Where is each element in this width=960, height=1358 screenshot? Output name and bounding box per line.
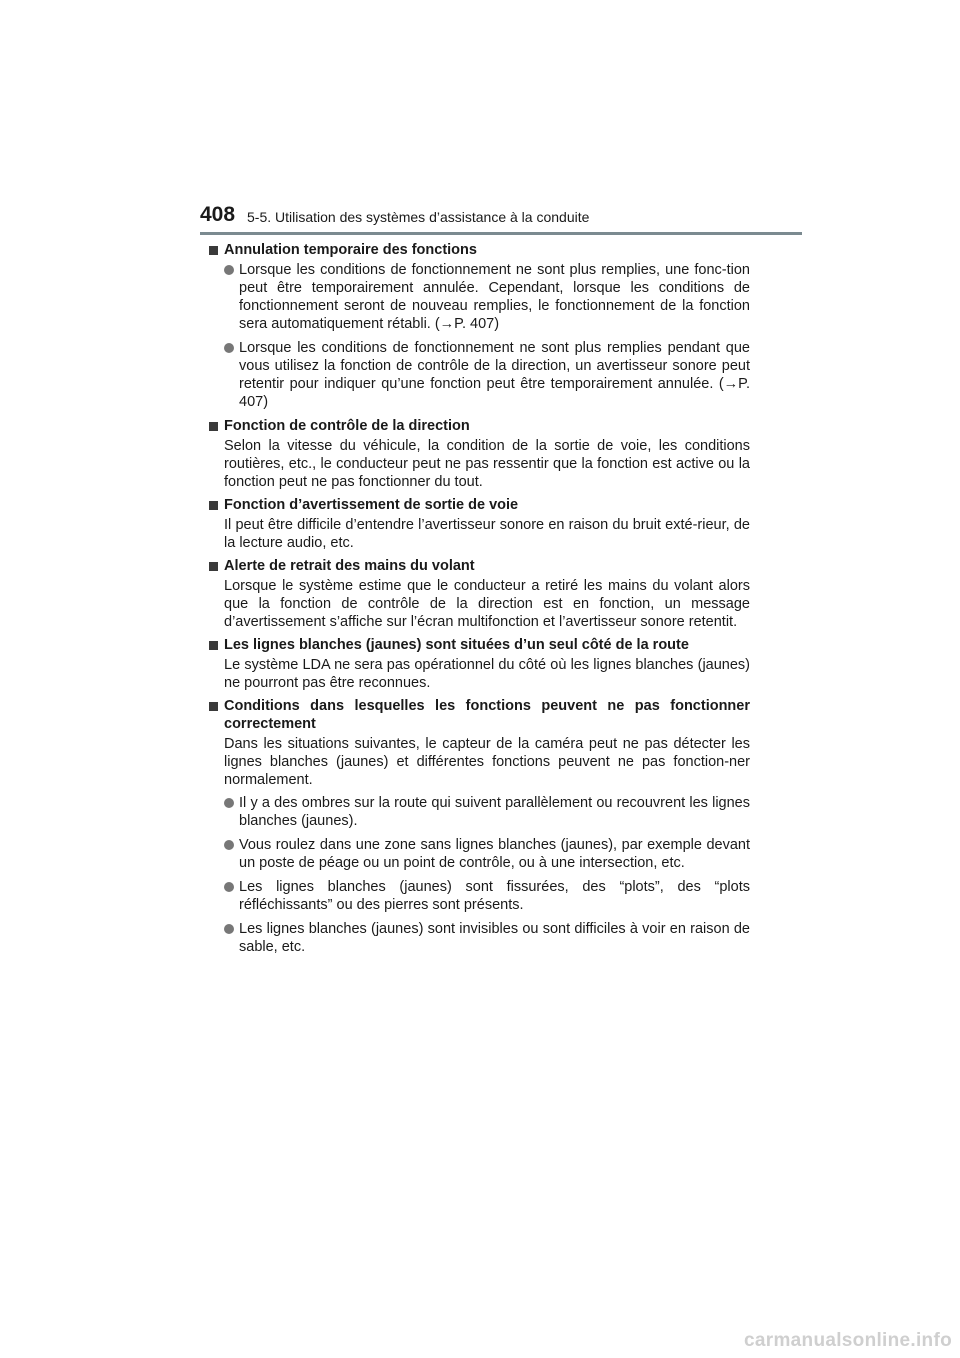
section-heading	[209, 417, 750, 435]
circle-bullet-icon	[224, 840, 234, 850]
circle-bullet-icon	[224, 882, 234, 892]
list-item	[224, 261, 750, 333]
list-item-text: Lorsque les conditions de fonctionnement ne sont plus remplies, une fonc-tion peut être temporairement annulée. Cependant, lorsque les conditions de fonctionnement seront de nouveau remplies, le fonctionnement de la fonction sera automatiquement rétabli. (→P. 407)	[239, 262, 750, 332]
section-hands-off-alert	[209, 557, 750, 631]
square-bullet-icon	[209, 562, 218, 571]
circle-bullet-icon	[224, 798, 234, 808]
section-paragraph: Il peut être difficile d’entendre l’avertisseur sonore en raison du bruit exté-rieur, de la lecture audio, etc.	[224, 517, 750, 551]
list-item-text: Il y a des ombres sur la route qui suivent parallèlement ou recouvrent les lignes blanches (jaunes).	[239, 795, 750, 829]
section-paragraph: Selon la vitesse du véhicule, la condition de la sortie de voie, les conditions routières, etc., le conducteur peut ne pas ressentir que la fonction est active ou la fonction peut ne pas fonctionner du tout.	[224, 438, 750, 490]
section-title: 5-5. Utilisation des systèmes d’assistance à la conduite	[247, 209, 590, 225]
section-one-side-lines	[209, 636, 750, 692]
section-paragraph: Lorsque le système estime que le conducteur a retiré les mains du volant alors que la fonction de contrôle de la direction est en fonction, un message d’avertissement s’affiche sur l’écran multifonction et l’avertisseur sonore retentit.	[224, 578, 750, 630]
square-bullet-icon	[209, 702, 218, 711]
page-header	[200, 203, 802, 237]
section-heading-text: Fonction de contrôle de la direction	[224, 418, 470, 434]
list-item	[224, 339, 750, 411]
section-heading	[209, 496, 750, 514]
circle-bullet-icon	[224, 265, 234, 275]
section-heading	[209, 697, 750, 733]
header-rule	[200, 232, 802, 235]
section-temporary-cancellation	[209, 241, 750, 411]
section-heading-text: Fonction d’avertissement de sortie de voie	[224, 497, 519, 513]
section-heading	[209, 636, 750, 654]
circle-bullet-icon	[224, 924, 234, 934]
list-item	[224, 836, 750, 872]
list-item-text: Les lignes blanches (jaunes) sont invisibles ou sont difficiles à voir en raison de sable, etc.	[239, 921, 750, 955]
list-item-text: Lorsque les conditions de fonctionnement ne sont plus remplies pendant que vous utilisez la fonction de contrôle de la direction, un avertisseur sonore peut retentir pour indiquer qu’une fonction peut être temporairement annulée. (→P. 407)	[239, 340, 750, 410]
list-item-text: Les lignes blanches (jaunes) sont fissurées, des “plots”, des “plots réfléchissants” ou des pierres sont présents.	[239, 879, 750, 913]
section-lane-departure-alert	[209, 496, 750, 552]
list-item	[224, 920, 750, 956]
section-heading-text: Conditions dans lesquelles les fonctions peuvent ne pas fonctionner correctement	[224, 698, 750, 732]
section-heading-text: Alerte de retrait des mains du volant	[224, 558, 475, 574]
list-item	[224, 878, 750, 914]
page-number: 408	[200, 203, 236, 226]
list-item	[224, 794, 750, 830]
section-malfunction-conditions	[209, 697, 750, 956]
section-steering-control	[209, 417, 750, 491]
main-content	[209, 241, 750, 962]
section-paragraph: Dans les situations suivantes, le capteur de la caméra peut ne pas détecter les lignes blanches (jaunes) et différentes fonctions peuvent ne pas fonction-ner normalement.	[224, 736, 750, 788]
site-watermark: carmanualsonline.info	[744, 1330, 952, 1351]
list-item-text: Vous roulez dans une zone sans lignes blanches (jaunes), par exemple devant un poste de péage ou un point de contrôle, ou à une intersection, etc.	[239, 837, 750, 871]
circle-bullet-icon	[224, 343, 234, 353]
square-bullet-icon	[209, 422, 218, 431]
section-heading	[209, 241, 750, 259]
square-bullet-icon	[209, 246, 218, 255]
section-heading	[209, 557, 750, 575]
section-paragraph: Le système LDA ne sera pas opérationnel du côté où les lignes blanches (jaunes) ne pourront pas être reconnues.	[224, 657, 750, 691]
section-heading-text: Les lignes blanches (jaunes) sont situées d’un seul côté de la route	[224, 637, 689, 653]
section-heading-text: Annulation temporaire des fonctions	[224, 242, 477, 258]
square-bullet-icon	[209, 501, 218, 510]
square-bullet-icon	[209, 641, 218, 650]
